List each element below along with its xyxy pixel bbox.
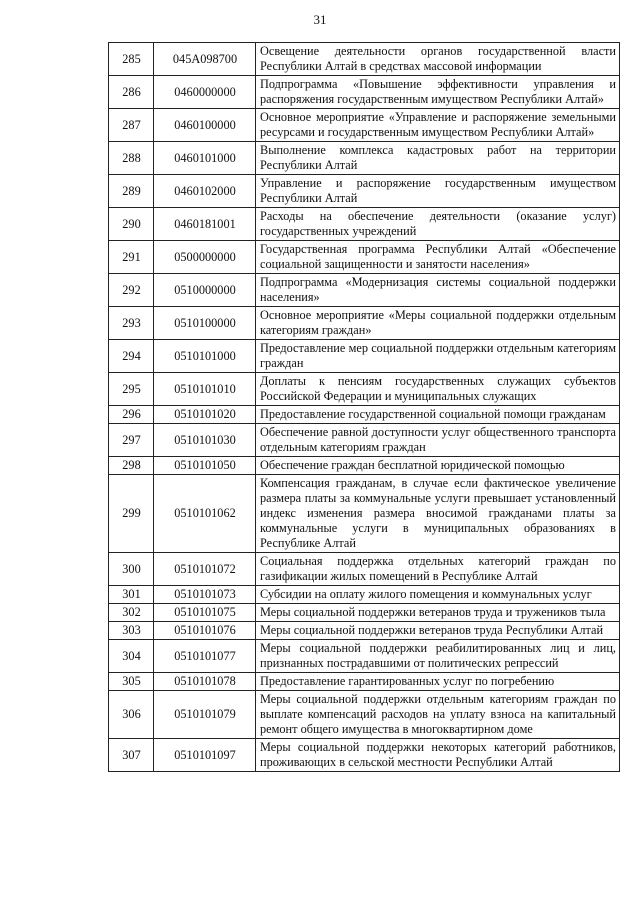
- table-row: [109, 586, 620, 604]
- row-code: 0510101097: [154, 739, 256, 772]
- row-description: Меры социальной поддержки некоторых категорий работников, проживающих в сельской местности Республики Алтай: [256, 739, 620, 772]
- table-row: [109, 739, 620, 772]
- row-number: 296: [109, 406, 154, 424]
- table-row: [109, 142, 620, 175]
- row-number: 288: [109, 142, 154, 175]
- table-row: [109, 604, 620, 622]
- row-description: Социальная поддержка отдельных категорий граждан по газификации жилых помещений в Республике Алтай: [256, 553, 620, 586]
- table-row: [109, 406, 620, 424]
- table-row: [109, 640, 620, 673]
- row-code: 0510101062: [154, 475, 256, 553]
- row-code: 0510101030: [154, 424, 256, 457]
- row-code: 0460102000: [154, 175, 256, 208]
- row-number: 286: [109, 76, 154, 109]
- table-row: [109, 274, 620, 307]
- table-row: [109, 241, 620, 274]
- row-number: 306: [109, 691, 154, 739]
- row-description: Меры социальной поддержки ветеранов труда и тружеников тыла: [256, 604, 620, 622]
- row-description: Обеспечение равной доступности услуг общественного транспорта отдельным категориям граждан: [256, 424, 620, 457]
- row-code: 0500000000: [154, 241, 256, 274]
- row-number: 305: [109, 673, 154, 691]
- row-number: 297: [109, 424, 154, 457]
- table-body: [109, 43, 620, 772]
- row-description: Предоставление мер социальной поддержки отдельным категориям граждан: [256, 340, 620, 373]
- row-number: 302: [109, 604, 154, 622]
- row-code: 0510101050: [154, 457, 256, 475]
- row-description: Выполнение комплекса кадастровых работ на территории Республики Алтай: [256, 142, 620, 175]
- row-number: 287: [109, 109, 154, 142]
- table-row: [109, 424, 620, 457]
- row-code: 0510101076: [154, 622, 256, 640]
- row-number: 294: [109, 340, 154, 373]
- row-number: 307: [109, 739, 154, 772]
- row-code: 0510101077: [154, 640, 256, 673]
- row-description: Компенсация гражданам, в случае если фактическое увеличение размера платы за коммунальные услуги превышает установленный индекс изменения размера вносимой гражданами платы за коммунальные услуги в муниципальных образованиях в Республике Алтай: [256, 475, 620, 553]
- row-code: 0510101075: [154, 604, 256, 622]
- row-code: 0510101078: [154, 673, 256, 691]
- row-description: Меры социальной поддержки отдельным категориям граждан по выплате компенсаций расходов на уплату взноса на капитальный ремонт общего имущества в многоквартирном доме: [256, 691, 620, 739]
- table-row: [109, 175, 620, 208]
- row-number: 293: [109, 307, 154, 340]
- row-number: 298: [109, 457, 154, 475]
- row-number: 292: [109, 274, 154, 307]
- row-description: Меры социальной поддержки ветеранов труда Республики Алтай: [256, 622, 620, 640]
- row-description: Основное мероприятие «Меры социальной поддержки отдельным категориям граждан»: [256, 307, 620, 340]
- table-row: [109, 622, 620, 640]
- row-code: 0510101010: [154, 373, 256, 406]
- row-number: 290: [109, 208, 154, 241]
- row-description: Субсидии на оплату жилого помещения и коммунальных услуг: [256, 586, 620, 604]
- table-row: [109, 208, 620, 241]
- row-number: 285: [109, 43, 154, 76]
- row-number: 289: [109, 175, 154, 208]
- row-description: Расходы на обеспечение деятельности (оказание услуг) государственных учреждений: [256, 208, 620, 241]
- row-description: Управление и распоряжение государственным имуществом Республики Алтай: [256, 175, 620, 208]
- table-row: [109, 109, 620, 142]
- row-description: Подпрограмма «Повышение эффективности управления и распоряжения государственным имуществом Республики Алтай»: [256, 76, 620, 109]
- row-description: Предоставление государственной социальной помощи гражданам: [256, 406, 620, 424]
- row-code: 0460100000: [154, 109, 256, 142]
- row-code: 0460181001: [154, 208, 256, 241]
- row-code: 0510100000: [154, 307, 256, 340]
- table-row: [109, 373, 620, 406]
- row-number: 291: [109, 241, 154, 274]
- row-description: Государственная программа Республики Алтай «Обеспечение социальной защищенности и занятости населения»: [256, 241, 620, 274]
- row-number: 301: [109, 586, 154, 604]
- table-row: [109, 43, 620, 76]
- row-description: Доплаты к пенсиям государственных служащих субъектов Российской Федерации и муниципальных служащих: [256, 373, 620, 406]
- row-code: 0510000000: [154, 274, 256, 307]
- row-number: 300: [109, 553, 154, 586]
- row-number: 299: [109, 475, 154, 553]
- row-code: 0510101020: [154, 406, 256, 424]
- row-description: Подпрограмма «Модернизация системы социальной поддержки населения»: [256, 274, 620, 307]
- row-code: 0510101073: [154, 586, 256, 604]
- row-code: 0510101079: [154, 691, 256, 739]
- table-row: [109, 475, 620, 553]
- row-code: 045A098700: [154, 43, 256, 76]
- row-description: Освещение деятельности органов государственной власти Республики Алтай в средствах массовой информации: [256, 43, 620, 76]
- row-number: 295: [109, 373, 154, 406]
- page-number: 31: [313, 12, 327, 27]
- row-description: Основное мероприятие «Управление и распоряжение земельными ресурсами и государственным имуществом Республики Алтай»: [256, 109, 620, 142]
- row-code: 0460101000: [154, 142, 256, 175]
- row-code: 0460000000: [154, 76, 256, 109]
- row-code: 0510101072: [154, 553, 256, 586]
- table-row: [109, 76, 620, 109]
- row-description: Обеспечение граждан бесплатной юридической помощью: [256, 457, 620, 475]
- row-number: 303: [109, 622, 154, 640]
- table-row: [109, 457, 620, 475]
- budget-code-table: [108, 42, 620, 772]
- row-code: 0510101000: [154, 340, 256, 373]
- table-row: [109, 673, 620, 691]
- row-description: Предоставление гарантированных услуг по погребению: [256, 673, 620, 691]
- row-description: Меры социальной поддержки реабилитированных лиц и лиц, признанных пострадавшими от политических репрессий: [256, 640, 620, 673]
- table-row: [109, 553, 620, 586]
- table-row: [109, 340, 620, 373]
- table-row: [109, 691, 620, 739]
- table-row: [109, 307, 620, 340]
- row-number: 304: [109, 640, 154, 673]
